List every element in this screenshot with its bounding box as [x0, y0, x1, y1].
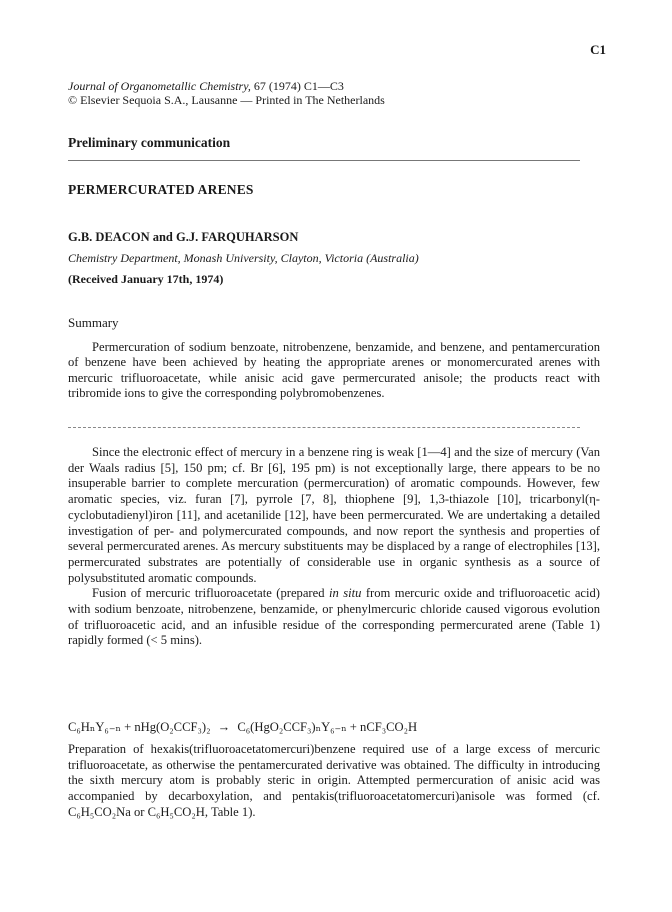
body-text [68, 445, 600, 649]
journal-volume: 67 (1974) C1—C3 [250, 79, 344, 93]
paragraph-2-start: Fusion of mercuric trifluoroacetate (prepared [92, 586, 329, 601]
dashed-divider [68, 427, 580, 428]
publisher-line: © Elsevier Sequoia S.A., Lausanne — Printed in The Netherlands [68, 93, 385, 107]
section-label: Preliminary communication [68, 135, 231, 150]
journal-name: Journal of Organometallic Chemistry, [68, 79, 251, 93]
in-situ-italic: in situ [328, 586, 362, 601]
journal-citation [68, 79, 385, 93]
paragraph-2 [68, 586, 600, 649]
equation-products: C₆(HgO₂CCF₃)ₙY₆₋ₙ + nCF₃CO₂H [237, 720, 418, 734]
paragraph-2-rest: from mercuric oxide and trifluoroacetic acid) with sodium benzoate, nitrobenzene, benzamide, or phenylmercuric chloride caused vigorous evolution of trifluoroacetic acid, and an infusible residue of the corresponding permercurated arene (Table 1) rapidly formed (< 5 mins). [68, 586, 601, 648]
summary-heading: Summary [68, 315, 119, 330]
journal-header [68, 79, 385, 107]
authors: G.B. DEACON and G.J. FARQUHARSON [68, 230, 299, 244]
affiliation: Chemistry Department, Monash University, Clayton, Victoria (Australia) [68, 251, 419, 265]
summary-text [68, 340, 600, 402]
reaction-equation [68, 719, 421, 735]
summary-paragraph: Permercuration of sodium benzoate, nitrobenzene, benzamide, and benzene, and pentamercuration of benzene have been achieved by heating the appropriate arenes or monomercurated arenes with mercuric trifluoroacetate, while anisic acid gave permercurated anisole; the products react with tribromide ions to give the corresponding polybromobenzenes. [68, 340, 600, 401]
equation-arrow: → [217, 720, 231, 734]
divider [68, 160, 580, 161]
body-text-continued [68, 742, 600, 821]
page-number: C1 [590, 42, 606, 57]
article-title: PERMERCURATED ARENES [68, 182, 254, 197]
paragraph-1: Since the electronic effect of mercury in a benzene ring is weak [1—4] and the size of mercury (Van der Waals radius [5], 150 pm; cf. Br [6], 195 pm) is not exceptionally large, there appears to be no insuperable barrier to complete mercuration (permercuration) of aromatic compounds. However, few aromatic species, viz. furan [7], pyrrole [7, 8], thiophene [9], 1,3-thiazole [10], tricarbonyl(η-cyclobutadienyl)iron [11], and acetanilide [12], have been permercurated. We are undertaking a detailed investigation of per- and polymercurated compounds, and now report the synthesis and properties of several permercurated arenes. As mercury substituents may be displaced by a range of electrophiles [13], permercurated substrates are potentially of considerable use in organic synthesis as a source of polysubstituted aromatic compounds. [68, 445, 600, 585]
paragraph-3: Preparation of hexakis(trifluoroacetatomercuri)benzene required use of a large excess of mercuric trifluoroacetate, as otherwise the pentamercurated derivative was obtained. The difficulty in introducing the sixth mercury atom is probably steric in origin. Attempted permercuration of anisic acid was accompanied by decarboxylation, and pentakis(trifluoroacetatomercuri)anisole was formed (cf. C₆H₅CO₂Na or C₆H₅CO₂H, Table 1). [68, 742, 600, 819]
received-date: (Received January 17th, 1974) [68, 272, 224, 286]
equation-reactants: C₆HₙY₆₋ₙ + nHg(O₂CCF₃)₂ [68, 720, 211, 734]
